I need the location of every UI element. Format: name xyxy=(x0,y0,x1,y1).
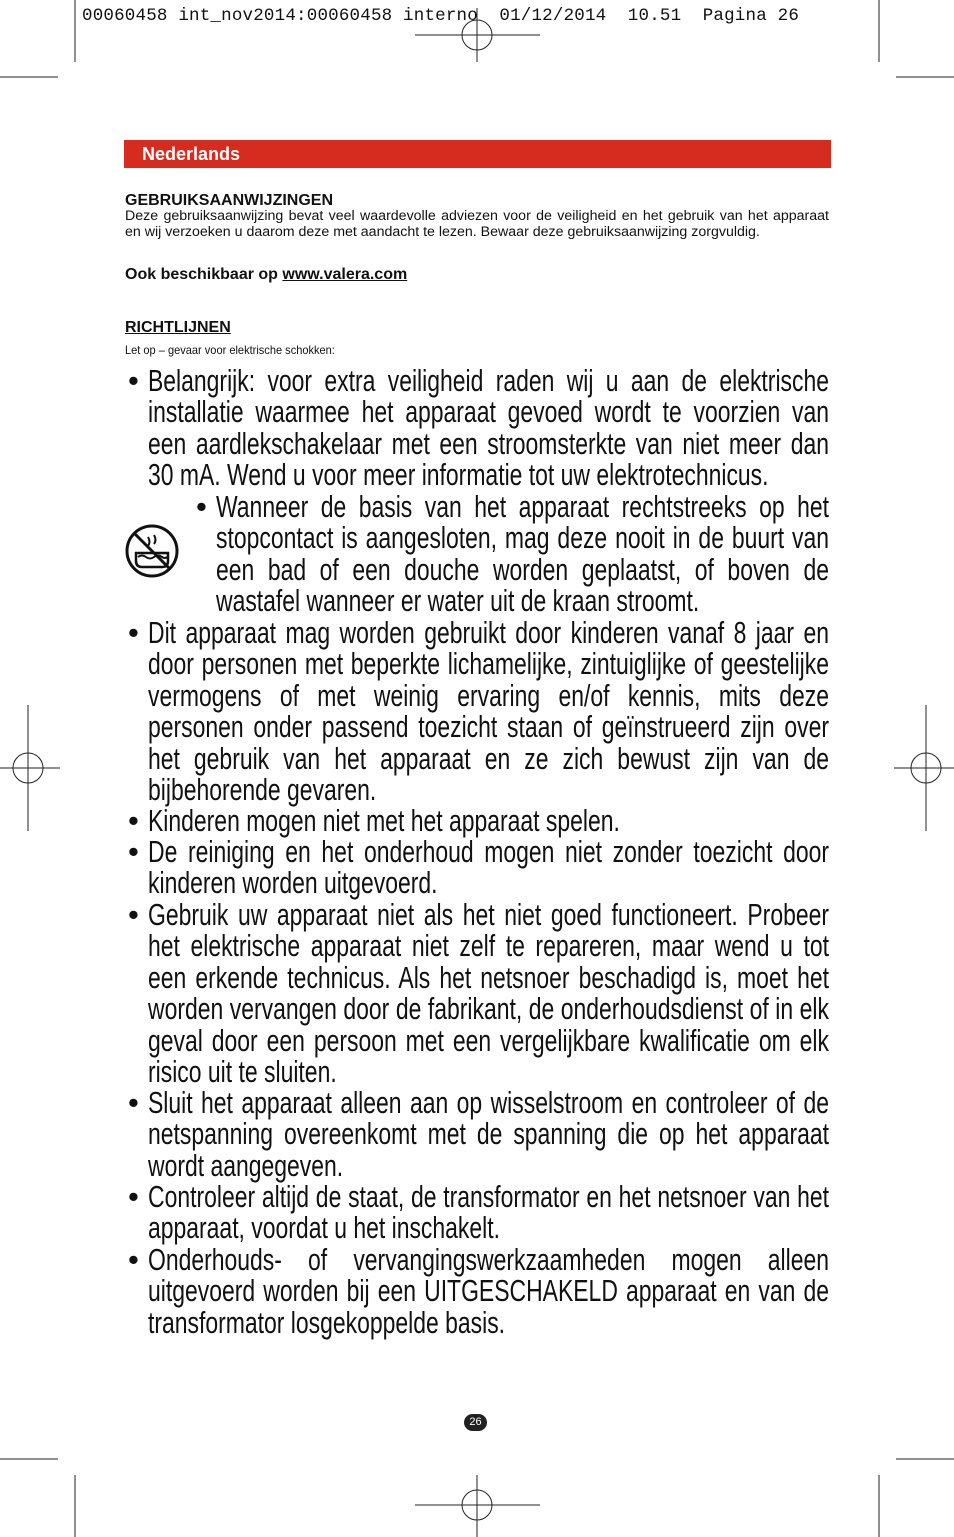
guidelines-list xyxy=(128,365,829,1338)
list-item xyxy=(128,1181,829,1244)
website-link[interactable]: www.valera.com xyxy=(282,266,408,283)
list-item-text: • Gebruik uw apparaat niet als het niet goed functioneert. Probeer het elektrische apparaat niet zelf te repareren, maar wend u tot een erkende technicus. Als het netsnoer beschadigd is, moet het worden vervangen door de fabrikant, de onderhoudsdienst of in elk geval door een persoon met een vergelijkbare kwalificatie om elk risico uit te sluiten. xyxy=(148,897,829,1090)
list-item-text: • Kinderen mogen niet met het apparaat spelen. xyxy=(148,803,620,838)
list-item-text: • Sluit het apparaat alleen aan op wisselstroom en controleer of de netspanning overeenkomt met de spanning die op het apparaat wordt aangegeven. xyxy=(148,1085,829,1183)
language-label: Nederlands xyxy=(142,144,241,164)
intro-paragraph: Deze gebruiksaanwijzing bevat veel waardevolle adviezen voor de veiligheid en het gebruik van het apparaat en wij verzoeken u daarom deze met aandacht te lezen. Bewaar deze gebruiksaanwijzing zorgvuldig. xyxy=(125,208,829,240)
list-item-text: • Wanneer de basis van het apparaat rechtstreeks op het stopcontact is aangesloten, mag deze nooit in de buurt van een bad of een douche worden geplaatst, of boven de wastafel wanneer er water uit de kraan stroomt. xyxy=(216,489,829,619)
section-title: GEBRUIKSAANWIJZINGEN xyxy=(125,192,334,209)
list-item xyxy=(196,491,829,617)
list-item xyxy=(128,805,829,836)
list-item-text: • Dit apparaat mag worden gebruikt door kinderen vanaf 8 jaar en door personen met beperkte lichamelijke, zintuiglijke of geestelijke vermogens of met weinig ervaring en/of kennis, mits deze personen onder passend toezicht staan of geïnstrueerd zijn over het gebruik van het apparaat en ze zich bewust zijn van de bijbehorende gevaren. xyxy=(148,615,829,808)
list-item-text: • De reiniging en het onderhoud mogen niet zonder toezicht door kinderen worden uitgevoerd. xyxy=(148,834,829,901)
guidelines-subtitle: Let op – gevaar voor elektrische schokken: xyxy=(125,343,335,357)
guidelines-title: RICHTLIJNEN xyxy=(125,319,231,336)
language-header-bar xyxy=(124,140,831,168)
list-item xyxy=(128,897,829,1090)
list-item-text: • Belangrijk: voor extra veiligheid raden wij u aan de elektrische installatie waarmee het apparaat gevoed wordt te voorzien van een aardlekschakelaar met een stroomsterkte van niet meer dan 30 mA. Wend u voor meer informatie tot uw elektrotechnicus. xyxy=(148,363,829,493)
list-item xyxy=(128,1244,829,1338)
availability-line xyxy=(125,266,407,284)
availability-prefix: Ook beschikbaar op xyxy=(125,266,283,283)
list-item xyxy=(128,615,829,808)
page-number-badge: 26 xyxy=(464,1414,487,1431)
list-item xyxy=(128,1087,829,1181)
list-item xyxy=(128,365,829,491)
list-item-text: • Controleer altijd de staat, de transformator en het netsnoer van het apparaat, voordat u het inschakelt. xyxy=(148,1179,829,1246)
print-slug-line: 00060458 int_nov2014:00060458 interno 01/12/2014 10.51 Pagina 26 xyxy=(82,6,800,26)
list-item-text: • Onderhouds- of vervangingswerkzaamheden mogen alleen uitgevoerd worden bij een UITGESCHAKELD apparaat en van de transformator losgekoppelde basis. xyxy=(148,1242,829,1340)
list-item xyxy=(128,836,829,899)
